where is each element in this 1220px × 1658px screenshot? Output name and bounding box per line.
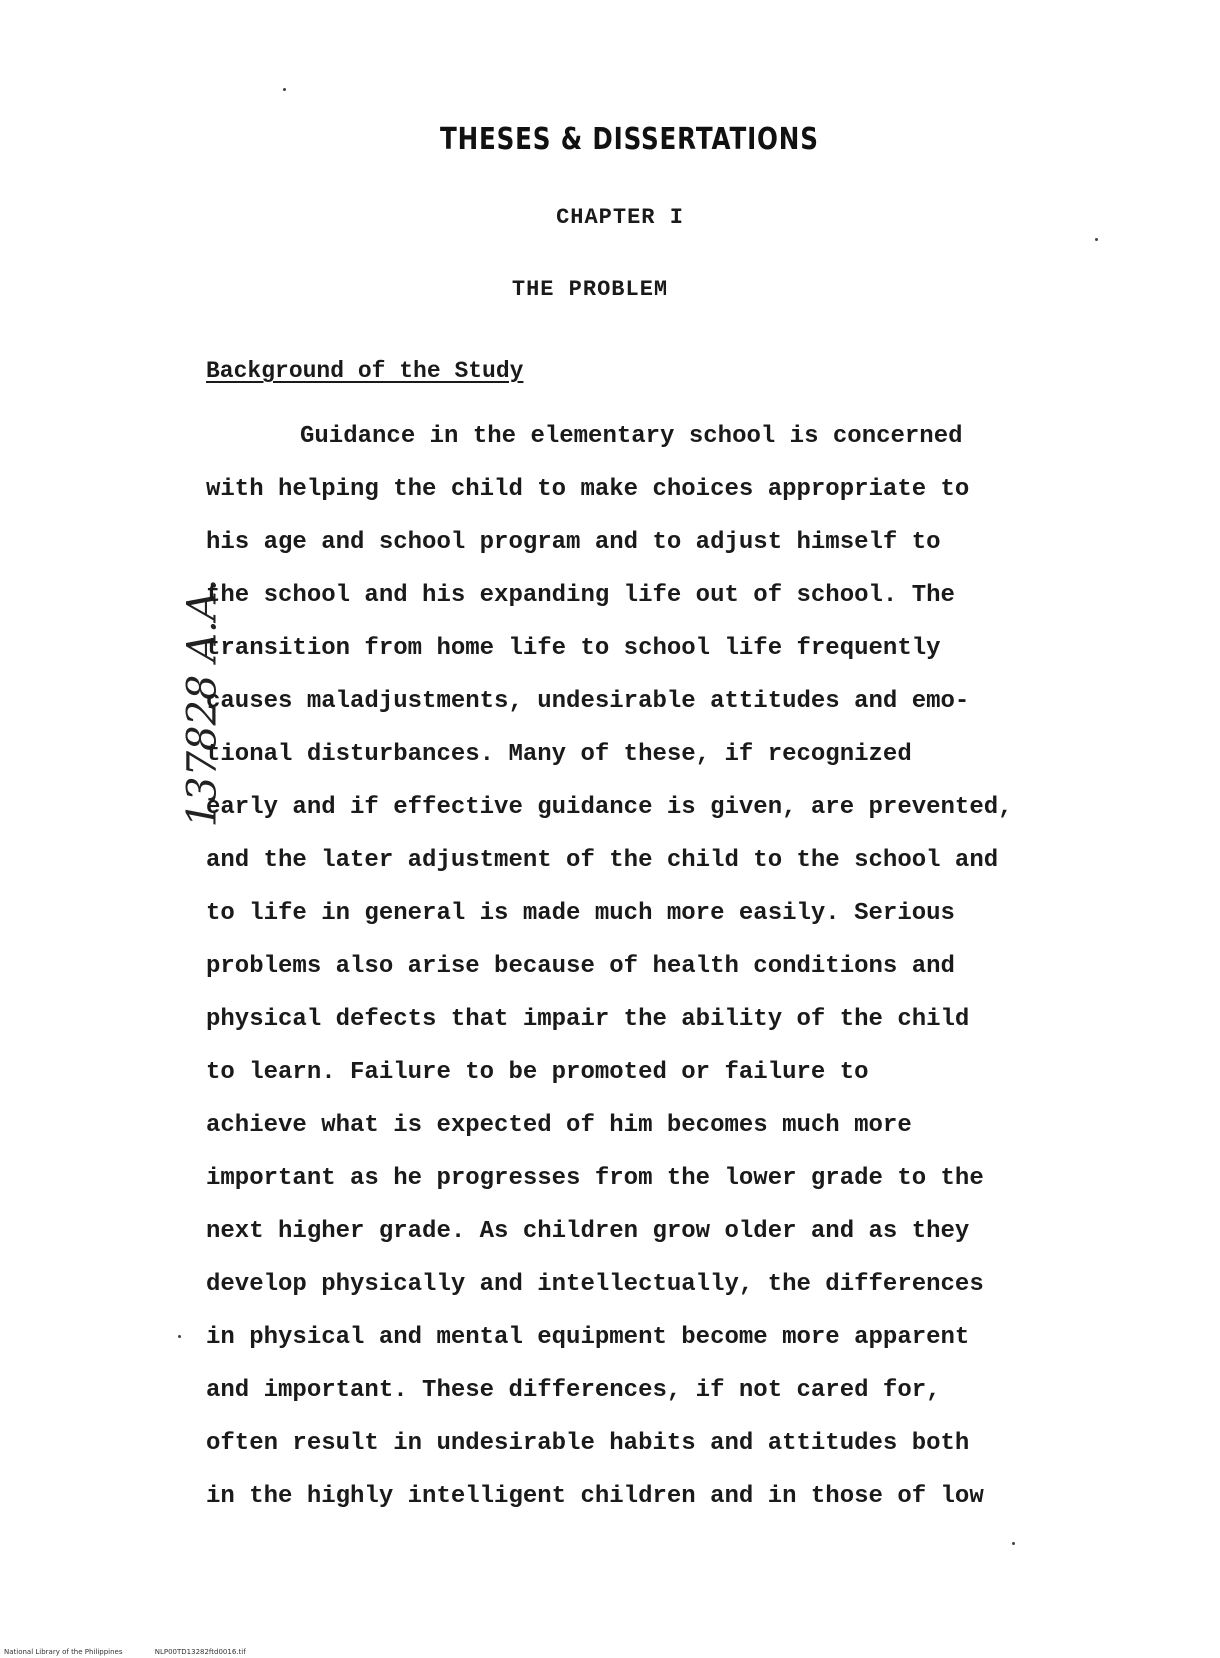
text-line: problems also arise because of health conditions and xyxy=(206,953,955,980)
scan-speck xyxy=(178,1335,181,1338)
section-heading: Background of the Study xyxy=(206,358,524,384)
text-line: to learn. Failure to be promoted or failure to xyxy=(206,1059,869,1086)
text-line: the school and his expanding life out of school. The xyxy=(206,582,955,609)
text-line: tional disturbances. Many of these, if recognized xyxy=(206,741,912,768)
text-line: and important. These differences, if not cared for, xyxy=(206,1377,941,1404)
chapter-title: THE PROBLEM xyxy=(511,277,669,302)
footer-library: National Library of the Philippines xyxy=(4,1648,123,1656)
text-line: next higher grade. As children grow older and as they xyxy=(206,1218,970,1245)
scan-footer xyxy=(4,1648,246,1656)
text-line: with helping the child to make choices appropriate to xyxy=(206,476,970,503)
chapter-label: CHAPTER I xyxy=(556,205,684,230)
text-line: his age and school program and to adjust himself to xyxy=(206,529,941,556)
body-paragraph xyxy=(206,410,1106,1523)
handwritten-margin-note: 137828 A.A. xyxy=(179,578,226,828)
text-line: and the later adjustment of the child to the school and xyxy=(206,847,999,874)
text-line: often result in undesirable habits and attitudes both xyxy=(206,1430,970,1457)
scan-speck xyxy=(1095,238,1098,241)
footer-file: NLP00TD13282ftd0016.tif xyxy=(154,1648,246,1656)
scan-speck xyxy=(1012,1542,1015,1545)
scan-speck xyxy=(283,88,286,91)
text-line: Guidance in the elementary school is concerned xyxy=(300,423,963,450)
text-line: in physical and mental equipment become more apparent xyxy=(206,1324,970,1351)
text-line: develop physically and intellectually, the differences xyxy=(206,1271,984,1298)
text-line: transition from home life to school life frequently xyxy=(206,635,941,662)
text-line: important as he progresses from the lower grade to the xyxy=(206,1165,984,1192)
text-line: to life in general is made much more easily. Serious xyxy=(206,900,955,927)
text-line: causes maladjustments, undesirable attitudes and emo- xyxy=(206,688,970,715)
text-line: achieve what is expected of him becomes much more xyxy=(206,1112,912,1139)
text-line: physical defects that impair the ability of the child xyxy=(206,1006,970,1033)
theses-dissertations-stamp: THESES & DISSERTATIONS xyxy=(440,122,819,157)
text-line: in the highly intelligent children and in those of low xyxy=(206,1483,984,1510)
text-line: early and if effective guidance is given, are prevented, xyxy=(206,794,1013,821)
